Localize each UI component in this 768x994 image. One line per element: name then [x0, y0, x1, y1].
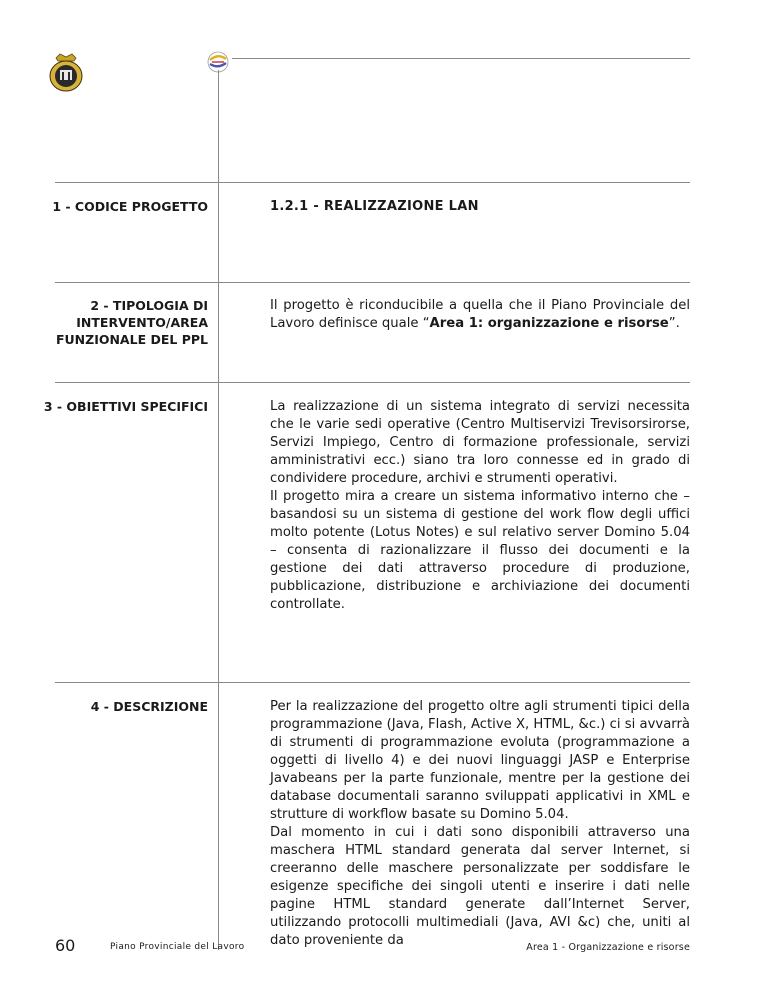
obiettivi-paragraph: Il progetto mira a creare un sistema informativo interno che – basandosi su un sistema di gestione del work flow degli uffici molto potente (Lotus Notes) e sul relativo server Domino 5.04 – consenta di razionalizzare il flusso dei documenti e la gestione dei dati attraverso procedure di produzione, pubblicazione, distribuzione e archiviazione dei documenti controllate.: [270, 489, 690, 612]
footer-section-title: Area 1 - Organizzazione e risorse: [526, 942, 690, 953]
descrizione-paragraph: Per la realizzazione del progetto oltre agli strumenti tipici della programmazione (Java, Flash, Active X, HTML, &c.) ci si avvarrà di strumenti di programmazione evoluta (programmazione a oggetti di livello 4) e dei nuovi linguaggi JASP e Enterprise Javabeans per la parte funzionale, mentre per la gestione dei database documentali saranno sviluppati applicativi in XML e strutture di workflow basate su Domino 5.04.: [270, 699, 690, 822]
section-label-descrizione: [38, 698, 208, 715]
label-line: 3 - OBIETTIVI SPECIFICI: [43, 399, 208, 414]
header-rule: [232, 58, 690, 59]
label-line: INTERVENTO/AREA: [76, 315, 208, 330]
section-content-tipologia: [270, 297, 690, 333]
page-number: 60: [55, 936, 76, 955]
tipologia-area-bold: Area 1: organizzazione e risorse: [429, 316, 669, 331]
section-content-descrizione: [270, 698, 690, 950]
label-line: 4 - DESCRIZIONE: [90, 699, 208, 714]
column-divider: [218, 70, 219, 950]
label-line: 2 - TIPOLOGIA DI: [90, 298, 208, 313]
descrizione-paragraph: Dal momento in cui i dati sono disponibili attraverso una maschera HTML standard generata dal server Internet, si creeranno delle maschere personalizzate per soddisfare le esigenze specifiche dei singoli utenti e inserire i dati nelle pagine HTML standard generate dall’Internet Server, utilizzando protocolli multimediali (Java, AVI &c) che, uniti al dato proveniente da: [270, 825, 690, 948]
obiettivi-paragraph: La realizzazione di un sistema integrato di servizi necessita che le varie sedi operative (Centro Multiservizi Trevisorsirorse, Servizi Impiego, Centro di formazione professionale, servizi amministrativi ecc.) siano tra loro connesse ed in grado di condividere procedure, archivi e strumenti operativi.: [270, 399, 690, 486]
section-label-tipologia: [38, 297, 208, 348]
tipologia-text-end: ”.: [668, 316, 680, 331]
section-content-codice-progetto: [270, 198, 690, 216]
tipologia-text: Il progetto è riconducibile a quella che il Piano Provinciale del Lavoro definisce quale “: [270, 298, 690, 331]
project-code-title: 1.2.1 - REALIZZAZIONE LAN: [270, 199, 479, 214]
footer-publication-title: Piano Provinciale del Lavoro: [110, 942, 245, 952]
section-rule: [55, 682, 690, 683]
section-label-obiettivi: [38, 398, 208, 415]
section-rule: [55, 382, 690, 383]
section-rule: [55, 182, 690, 183]
section-label-codice-progetto: [38, 198, 208, 215]
label-line: 1 - CODICE PROGETTO: [52, 199, 208, 214]
tipologia-paragraph: [270, 297, 690, 333]
coat-of-arms-icon: [48, 52, 84, 92]
section-content-obiettivi: [270, 398, 690, 614]
section-rule: [55, 282, 690, 283]
label-line: FUNZIONALE DEL PPL: [55, 332, 208, 347]
